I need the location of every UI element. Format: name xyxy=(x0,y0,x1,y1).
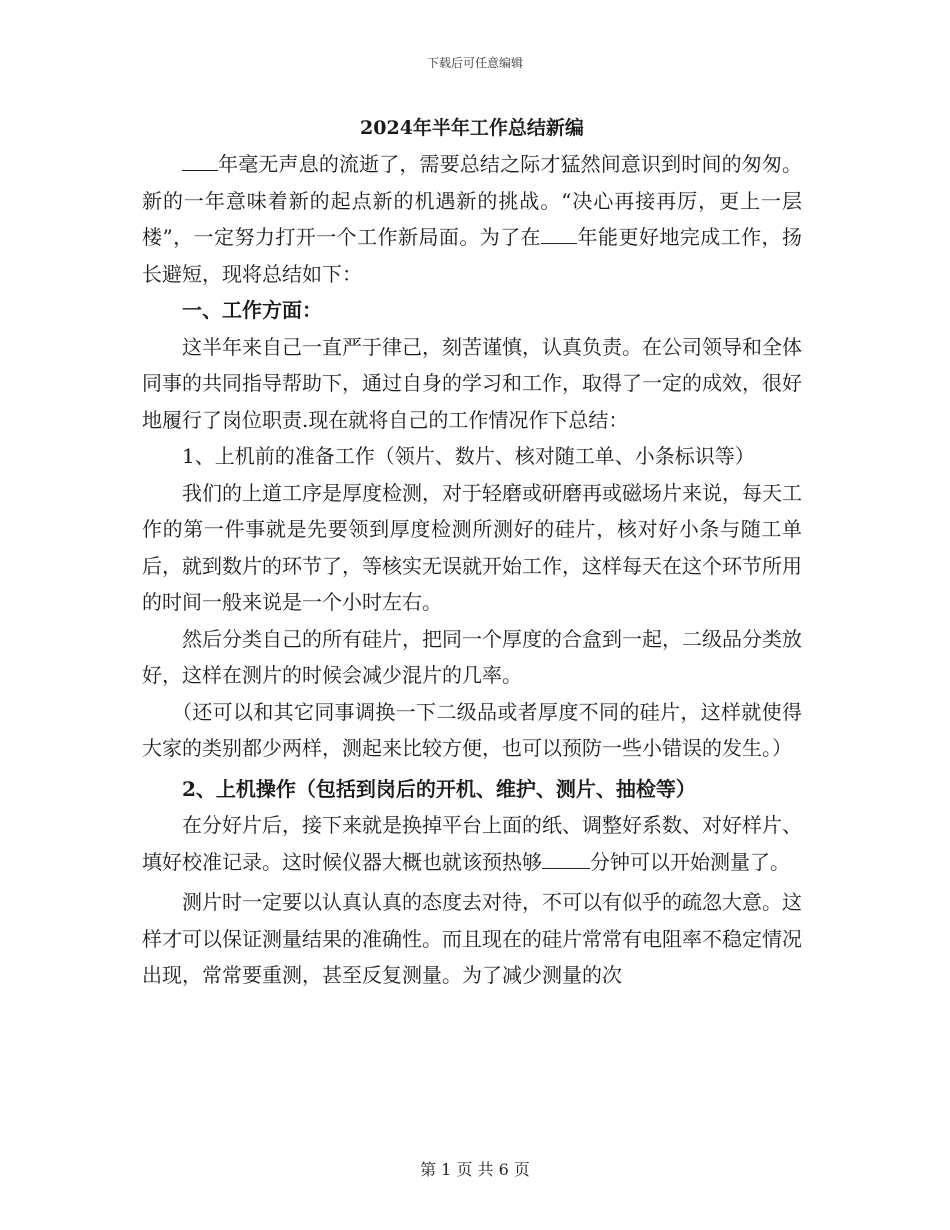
document-title: 2024年半年工作总结新编 xyxy=(360,117,584,139)
section1-paragraph: 这半年来自己一直严于律己，刻苦谨慎，认真负责。在公司领导和全体同事的共同指导帮助下，通过自身的学习和工作，取得了一定的成效，很好地履行了岗位职责.现在就将自己的工作情况作下总结： xyxy=(142,334,802,432)
fill-blank xyxy=(182,150,218,171)
page-header-note: 下载后可任意编辑 xyxy=(426,56,523,70)
intro-paragraph xyxy=(142,146,802,292)
item2-paragraph-1 xyxy=(142,807,802,880)
section1-heading: 一、工作方面： xyxy=(182,298,322,322)
document-body xyxy=(142,110,802,994)
item2-text-a: 在分好片后，接下来就是换掉平台上面的纸、调整好系数、对好样片、填好校准记录。这时候仪器大概也就该预热够 xyxy=(142,813,802,874)
item2-paragraph-2: 测片时一定要以认真认真的态度去对待，不可以有似乎的疏忽大意。这样才可以保证测量结果的准确性。而且现在的硅片常常有电阻率不稳定情况出现，常常要重测，甚至反复测量。为了减少测量的次 xyxy=(142,890,802,987)
item1-paragraph-2: 然后分类自己的所有硅片，把同一个厚度的合盒到一起，二级品分类放好，这样在测片的时候会减少混片的几率。 xyxy=(142,626,802,687)
item2-heading: 2、上机操作（包括到岗后的开机、维护、测片、抽检等） xyxy=(182,776,696,801)
intro-text-a: 年毫无声息的流逝了，需要总结之际才猛然间意识到时间的匆匆。新的一年意味着新的起点新的机遇新的挑战。“决心再接再厉，更上一层楼”，一定努力打开一个工作新局面。为了在 xyxy=(142,152,802,249)
page-number: 第 1 页 共 6 页 xyxy=(420,1160,530,1179)
intro-text-b: 年能更好地完成工作，扬长避短，现将总结如下： xyxy=(142,225,802,286)
item1-paragraph-3: （还可以和其它同事调换一下二级品或者厚度不同的硅片，这样就使得大家的类别都少两样，测起来比较方便，也可以预防一些小错误的发生。） xyxy=(142,699,802,760)
item1-paragraph-1: 我们的上道工序是厚度检测，对于轻磨或研磨再或磁场片来说，每天工作的第一件事就是先要领到厚度检测所测好的硅片，核对好小条与随工单后，就到数片的环节了，等核实无误就开始工作，这样每天在这个环节所用的时间一般来说是一个小时左右。 xyxy=(142,480,802,614)
item2-text-b: 分钟可以开始测量了。 xyxy=(590,849,790,874)
fill-blank xyxy=(541,223,577,244)
item1-heading: 1、上机前的准备工作（领片、数片、核对随工单、小条标识等） xyxy=(182,444,755,468)
fill-blank xyxy=(542,848,590,869)
